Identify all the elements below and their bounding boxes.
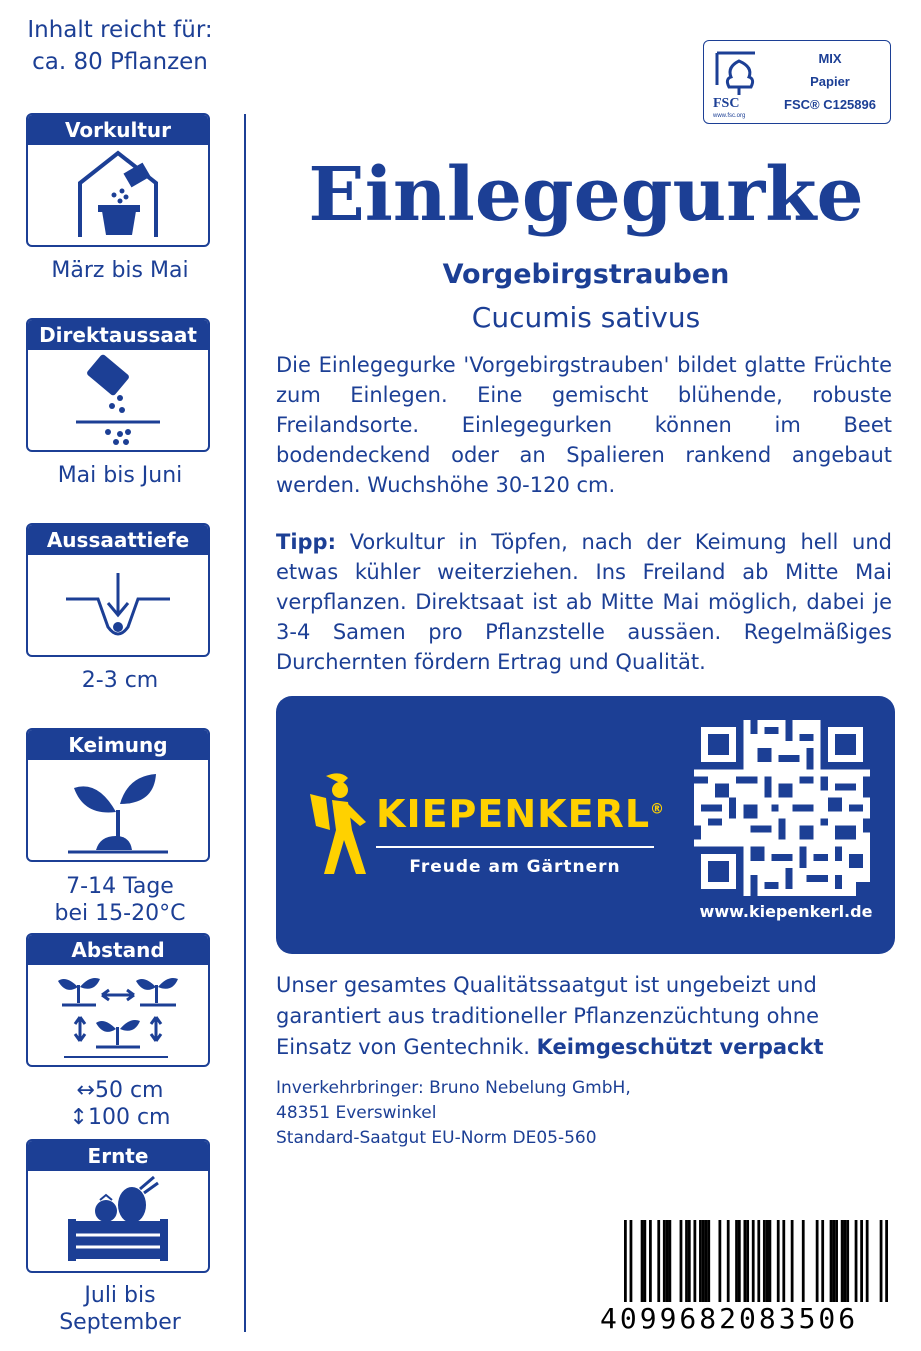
barcode-bar [718,1220,721,1312]
fsc-mix: MIX [818,51,842,66]
barcode-bar [649,1220,652,1312]
barcode-bar [630,1220,633,1312]
brand-divider [376,846,654,848]
qr-code[interactable] [694,720,870,896]
barcode-bar [702,1220,705,1312]
caption-line: 2-3 cm [81,668,159,693]
caption-vorkultur [0,257,240,284]
card-title: Ernte [28,1141,208,1171]
caption-abstand [0,1077,240,1131]
barcode-bar [688,1220,691,1312]
contents-info [0,14,240,78]
caption-line: März bis Mai [51,258,189,283]
barcode-bar [735,1220,738,1312]
fsc-text [774,47,886,116]
card-ernte [26,1139,210,1273]
barcode-bar [757,1220,760,1312]
barcode-bar [668,1220,671,1312]
barcode-bar [860,1220,863,1312]
quality-bold: Keimgeschützt verpackt [536,1035,824,1059]
fsc-tree-logo [709,45,769,119]
barcode-bar [641,1220,644,1312]
vertical-distance-value: 100 cm [87,1105,171,1130]
caption-line [0,1104,240,1131]
barcode-bar [699,1220,702,1312]
barcode-bar [832,1220,835,1312]
barcode-bar [844,1220,847,1312]
barcode-bar [846,1220,849,1312]
hiker-logo-icon [306,770,378,880]
card-vorkultur [26,113,210,247]
barcode-bar [727,1220,730,1312]
tip-label: Tipp: [276,530,336,554]
barcode-number: 4099682083506 [600,1302,892,1336]
barcode-bar [643,1220,646,1312]
seedling-icon [28,760,208,860]
barcode-bar [752,1220,755,1312]
horizontal-distance-value: 50 cm [94,1078,164,1103]
barcode-bar [666,1220,669,1312]
barcode [624,1220,888,1312]
barcode-bar [657,1220,660,1312]
barcode-bar [738,1220,741,1312]
card-title: Abstand [28,935,208,965]
spacing-icon [28,965,208,1065]
card-keimung [26,728,210,862]
fsc-papier: Papier [810,74,850,89]
quality-text: Unser gesamtes Qualitätssaatgut ist ungebeizt und garantiert aus traditioneller Pflanzenzüchtung ohne Einsatz von Gentechnik. [276,973,820,1059]
barcode-bar [763,1220,766,1312]
column-divider [244,114,246,1332]
registered-mark: ® [650,801,666,818]
barcode-bar [791,1220,794,1312]
barcode-bar [880,1220,883,1312]
barcode-bar [663,1220,666,1312]
caption-line: 7-14 Tage [66,874,174,899]
sowing-depth-icon [28,555,208,655]
card-title: Aussaattiefe [28,525,208,555]
product-title: Einlegegurke [308,152,864,238]
barcode-bar [855,1220,858,1312]
card-abstand [26,933,210,1067]
barcode-bar [802,1220,805,1312]
barcode-bar [693,1220,696,1312]
card-title: Direktaussaat [28,320,208,350]
tip-text: Vorkultur in Töpfen, nach der Keimung hell und etwas kühler weiterziehen. Ins Freiland ab Mitte Mai verpflanzen. Direktsaat ist ab Mitte Mai möglich, dabei je 3-4 Samen pro Pflanzstelle aussäen. Regelmäßiges Durchernten fördern Ertrag und Qualität. [276,530,892,674]
barcode-bar [680,1220,683,1312]
product-description: Die Einlegegurke 'Vorgebirgstrauben' bildet glatte Früchte zum Einlegen. Eine gemischt blühende, robuste Freilandsorte. Einlegegurken können im Beet bodendeckend oder an Spalieren rankend angebaut werden. Wuchshöhe 30-120 cm. [276,353,892,497]
contents-line-1: Inhalt reicht für: [27,17,213,43]
brand-text: KIEPENKERL [376,792,651,836]
caption-line: bei 15-20°C [54,901,186,926]
legal-line: 48351 Everswinkel [276,1103,437,1123]
card-aussaattiefe [26,523,210,657]
caption-direktaussaat [0,462,240,489]
caption-line: Juli bis [84,1283,156,1308]
caption-line [0,1077,240,1104]
barcode-bar [821,1220,824,1312]
fsc-code: FSC® C125896 [784,97,876,112]
legal-info [276,1076,876,1151]
caption-line: Mai bis Juni [57,463,183,488]
barcode-bar [685,1220,688,1312]
caption-line: September [59,1310,181,1335]
product-latin-name: Cucumis sativus [471,301,701,334]
barcode-bar [777,1220,780,1312]
barcode-bar [746,1220,749,1312]
barcode-bar [816,1220,819,1312]
barcode-bar [835,1220,838,1312]
vertical-distance-icon: ↕ [69,1105,88,1130]
contents-line-2: ca. 80 Pflanzen [32,49,208,75]
barcode-bar [830,1220,833,1312]
fsc-label: FSC [713,96,740,111]
card-title: Keimung [28,730,208,760]
brand-slogan: Freude am Gärtnern [409,857,621,877]
brand-name [376,792,665,836]
barcode-bar [624,1220,627,1312]
barcode-bar [743,1220,746,1312]
caption-ernte [0,1282,240,1336]
barcode-bar [866,1220,869,1312]
barcode-bar [707,1220,710,1312]
tip-paragraph [276,527,892,677]
caption-keimung [0,873,240,927]
fsc-url: www.fsc.org [713,113,746,119]
caption-aussaattiefe [0,667,240,694]
legal-line: Standard-Saatgut EU-Norm DE05-560 [276,1128,597,1148]
direct-sowing-icon [28,350,208,450]
barcode-bar [841,1220,844,1312]
barcode-bar [705,1220,708,1312]
barcode-bar [885,1220,888,1312]
barcode-bar [782,1220,785,1312]
website-url[interactable]: www.kiepenkerl.de [699,902,873,921]
card-title: Vorkultur [28,115,208,145]
brand-banner [276,696,895,954]
greenhouse-sowing-icon [28,145,208,245]
barcode-bar [769,1220,772,1312]
barcode-bar [766,1220,769,1312]
fsc-badge [703,40,891,124]
quality-statement [276,970,896,1063]
legal-line: Inverkehrbringer: Bruno Nebelung GmbH, [276,1078,631,1098]
product-variety: Vorgebirgstrauben [442,259,730,290]
horizontal-distance-icon: ↔ [76,1078,95,1103]
harvest-crate-icon [28,1171,208,1271]
card-direktaussaat [26,318,210,452]
